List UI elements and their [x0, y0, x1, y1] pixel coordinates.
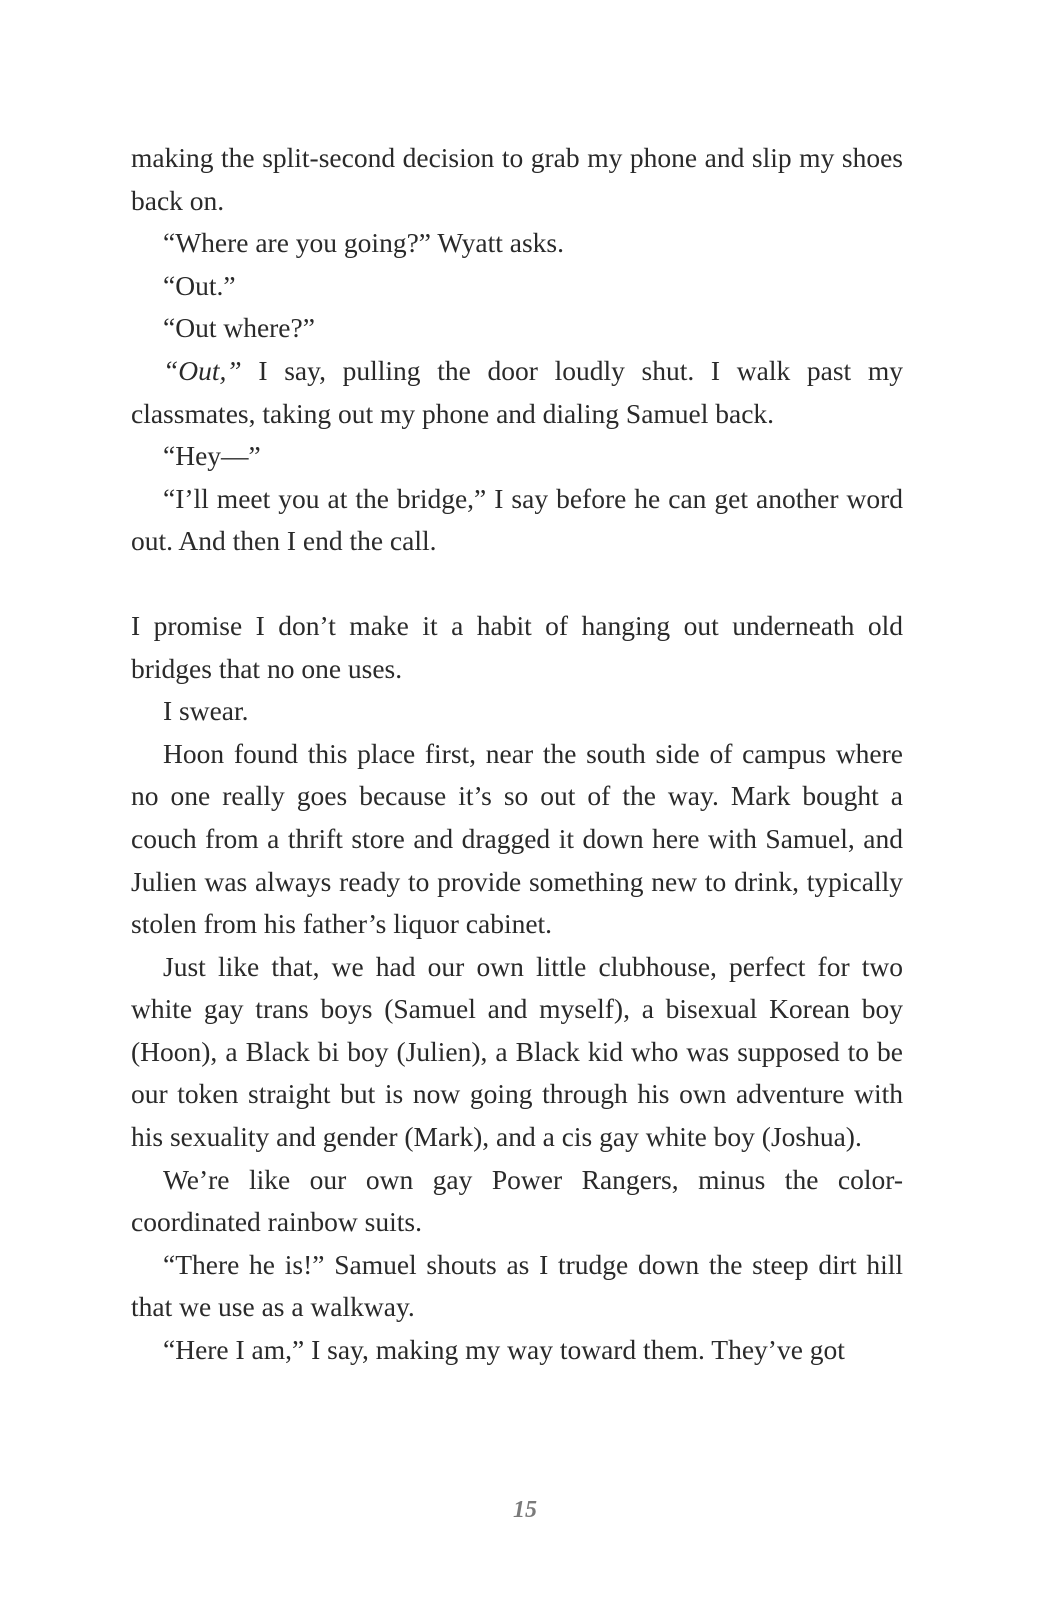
paragraph-text: “Here I am,” I say, making my way toward them. They’ve got — [163, 1334, 845, 1366]
page-body — [131, 137, 903, 1372]
paragraph-text: “Out.” — [163, 269, 236, 301]
paragraph-text: Hoon found this place first, near the south side of campus where no one really goes because it’s so out of the way. Mark bought a couch from a thrift store and dragged it down here with Samuel, and Julien was always ready to provide something new to drink, typically stolen from his father’s liquor cabinet. — [131, 737, 903, 940]
italic-text: “Out,” — [163, 354, 242, 386]
paragraph — [131, 265, 903, 308]
page-number: 15 — [513, 1497, 537, 1523]
paragraph — [131, 605, 903, 690]
paragraph — [131, 690, 903, 733]
paragraph-text: “Out where?” — [163, 312, 315, 344]
paragraph-text: making the split-second decision to grab my phone and slip my shoes back on. — [131, 142, 903, 216]
paragraph — [131, 350, 903, 435]
paragraph — [131, 1329, 903, 1372]
paragraph — [131, 1159, 903, 1244]
scene-break — [131, 563, 903, 605]
paragraph-text: “I’ll meet you at the bridge,” I say before he can get another word out. And then I end the call. — [131, 482, 903, 557]
paragraph-text: We’re like our own gay Power Rangers, minus the color-coordinated rainbow suits. — [131, 1163, 903, 1238]
paragraph-text: I swear. — [163, 695, 249, 727]
paragraph-text: I say, pulling the door loudly shut. I walk past my classmates, taking out my phone and dialing Samuel back. — [131, 354, 903, 429]
paragraph — [131, 478, 903, 563]
scene-one — [131, 137, 903, 563]
paragraph-text: “There he is!” Samuel shouts as I trudge down the steep dirt hill that we use as a walkway. — [131, 1248, 903, 1323]
paragraph — [131, 1244, 903, 1329]
paragraph-text: “Where are you going?” Wyatt asks. — [163, 227, 565, 259]
paragraph-text: I promise I don’t make it a habit of hanging out underneath old bridges that no one uses. — [131, 609, 903, 684]
paragraph — [131, 222, 903, 265]
paragraph — [131, 137, 903, 222]
paragraph — [131, 733, 903, 946]
paragraph-text: Just like that, we had our own little clubhouse, perfect for two white gay trans boys (Samuel and myself), a bisexual Korean boy (Hoon), a Black bi boy (Julien), a Black kid who was supposed to be our token straight but is now going through his own adventure with his sexuality and gender (Mark), and a cis gay white boy (Joshua). — [131, 950, 903, 1153]
paragraph — [131, 946, 903, 1159]
paragraph — [131, 307, 903, 350]
paragraph — [131, 435, 903, 478]
paragraph-text: “Hey—” — [163, 440, 261, 472]
scene-two — [131, 605, 903, 1372]
